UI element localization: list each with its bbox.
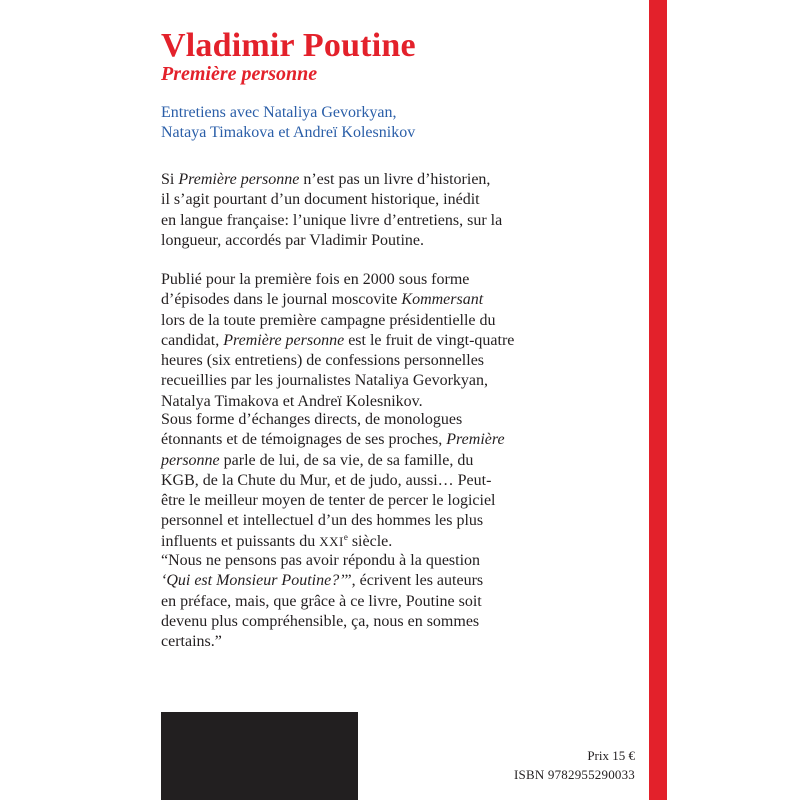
blurb-line <box>161 532 561 552</box>
text-run: parle de lui, de sa vie, de sa famille, du <box>219 451 474 469</box>
text-run: d’épisodes dans le journal moscovite <box>161 291 402 309</box>
blurb-line: devenu plus compréhensible, ça, nous en sommes <box>161 612 480 630</box>
interviewers-line-1: Entretiens avec Nataliya Gevorkyan, <box>161 104 397 121</box>
blurb-line <box>161 331 561 351</box>
blurb-line: recueillies par les journalistes Nataliya Gevorkyan, <box>161 372 488 390</box>
title-reference: Première personne <box>223 331 345 349</box>
text-run: ”, écrivent les auteurs <box>344 572 484 590</box>
blurb-line: Sous forme d’échanges directs, de monologues <box>161 411 463 428</box>
text-run: étonnants et de témoignages de ses proches, <box>161 431 447 449</box>
blurb-line <box>161 170 561 190</box>
blurb-line: lors de la toute première campagne présidentielle du <box>161 311 496 329</box>
blurb-paragraph-3 <box>161 410 561 552</box>
blurb-line <box>161 430 561 450</box>
blurb-line: Natalya Timakova et Andreï Kolesnikov. <box>161 392 423 410</box>
blurb-line: certains.” <box>161 633 222 651</box>
century-numeral: XXI <box>319 533 344 549</box>
blurb-line <box>161 290 561 310</box>
book-title: Première personne <box>161 63 318 85</box>
text-run: n’est pas un livre d’historien, <box>299 171 491 188</box>
blurb-line: KGB, de la Chute du Mur, et de judo, aussi… Peut- <box>161 471 492 489</box>
blurb-quote <box>161 551 561 652</box>
text-run: siècle. <box>347 532 393 550</box>
text-run: candidat, <box>161 331 224 349</box>
author-name: Vladimir Poutine <box>161 27 416 64</box>
quoted-question: ‘Qui est Monsieur Poutine?’ <box>161 572 345 590</box>
blurb-line: longueur, accordés par Vladimir Poutine. <box>161 231 424 249</box>
blurb-paragraph-1 <box>161 170 561 251</box>
barcode-block <box>161 712 358 800</box>
price-label: Prix 15 € <box>587 748 635 763</box>
title-reference: Première <box>446 431 505 449</box>
ordinal-superscript: e <box>343 531 348 542</box>
newspaper-name: Kommersant <box>401 291 484 309</box>
blurb-line: Publié pour la première fois en 2000 sous forme <box>161 271 470 288</box>
blurb-line: être le meilleur moyen de tenter de percer le logiciel <box>161 492 496 510</box>
blurb-line <box>161 571 561 591</box>
blurb-line: “Nous ne pensons pas avoir répondu à la question <box>161 552 481 569</box>
red-spine-band <box>649 0 667 800</box>
blurb-line: personnel et intellectuel d’un des hommes les plus <box>161 512 484 530</box>
interviewers-line-2: Nataya Timakova et Andreï Kolesnikov <box>161 124 416 141</box>
blurb-line: heures (six entretiens) de confessions personnelles <box>161 352 485 370</box>
title-reference: Première personne <box>178 171 300 188</box>
blurb-line: il s’agit pourtant d’un document historique, inédit <box>161 191 480 209</box>
text-run: est le fruit de vingt-quatre <box>344 331 515 349</box>
blurb-paragraph-2 <box>161 270 561 412</box>
blurb-line <box>161 451 561 471</box>
blurb-line: en langue française: l’unique livre d’entretiens, sur la <box>161 211 503 229</box>
text-run: Si <box>161 171 179 188</box>
title-reference: personne <box>161 451 220 469</box>
text-run: influents et puissants du <box>161 532 320 550</box>
isbn-label: ISBN 9782955290033 <box>514 767 635 782</box>
interviewers-credit <box>161 103 571 143</box>
blurb-line: en préface, mais, que grâce à ce livre, Poutine soit <box>161 592 482 610</box>
